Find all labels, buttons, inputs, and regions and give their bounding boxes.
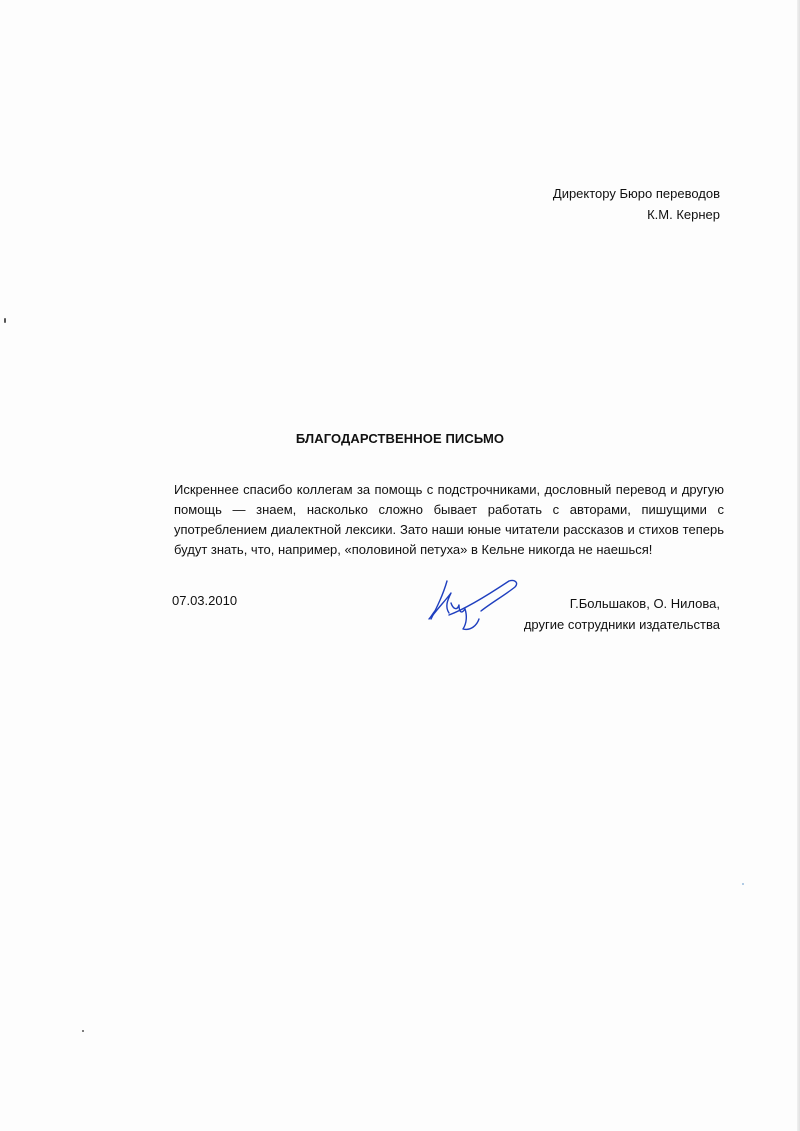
signers-names: Г.Большаков, О. Нилова, bbox=[569, 596, 720, 611]
letter-date: 07.03.2010 bbox=[172, 593, 238, 608]
addressee-name: К.М. Кернер bbox=[647, 207, 720, 222]
scan-speck bbox=[82, 1030, 84, 1032]
addressee-position: Директору Бюро переводов bbox=[552, 186, 720, 201]
signers-organization: другие сотрудники издательства bbox=[523, 617, 720, 632]
letter-body: Искреннее спасибо коллегам за помощь с подстрочниками, дословный перевод и другую помощь — знаем, насколько сложно бывает работать с авторами, пишущими с употреблением диалектной лексики. Зато наши юные читатели рассказов и стихов теперь будут знать, что, например, «половиной петуха» в Кельне никогда не наешься! bbox=[174, 482, 724, 557]
scan-speck bbox=[742, 883, 744, 885]
letter-title: БЛАГОДАРСТВЕННОЕ ПИСЬМО bbox=[295, 431, 505, 446]
addressee-block bbox=[553, 183, 720, 225]
signers-block bbox=[524, 593, 720, 635]
handwritten-signature bbox=[425, 575, 525, 635]
scan-speck bbox=[4, 318, 6, 323]
